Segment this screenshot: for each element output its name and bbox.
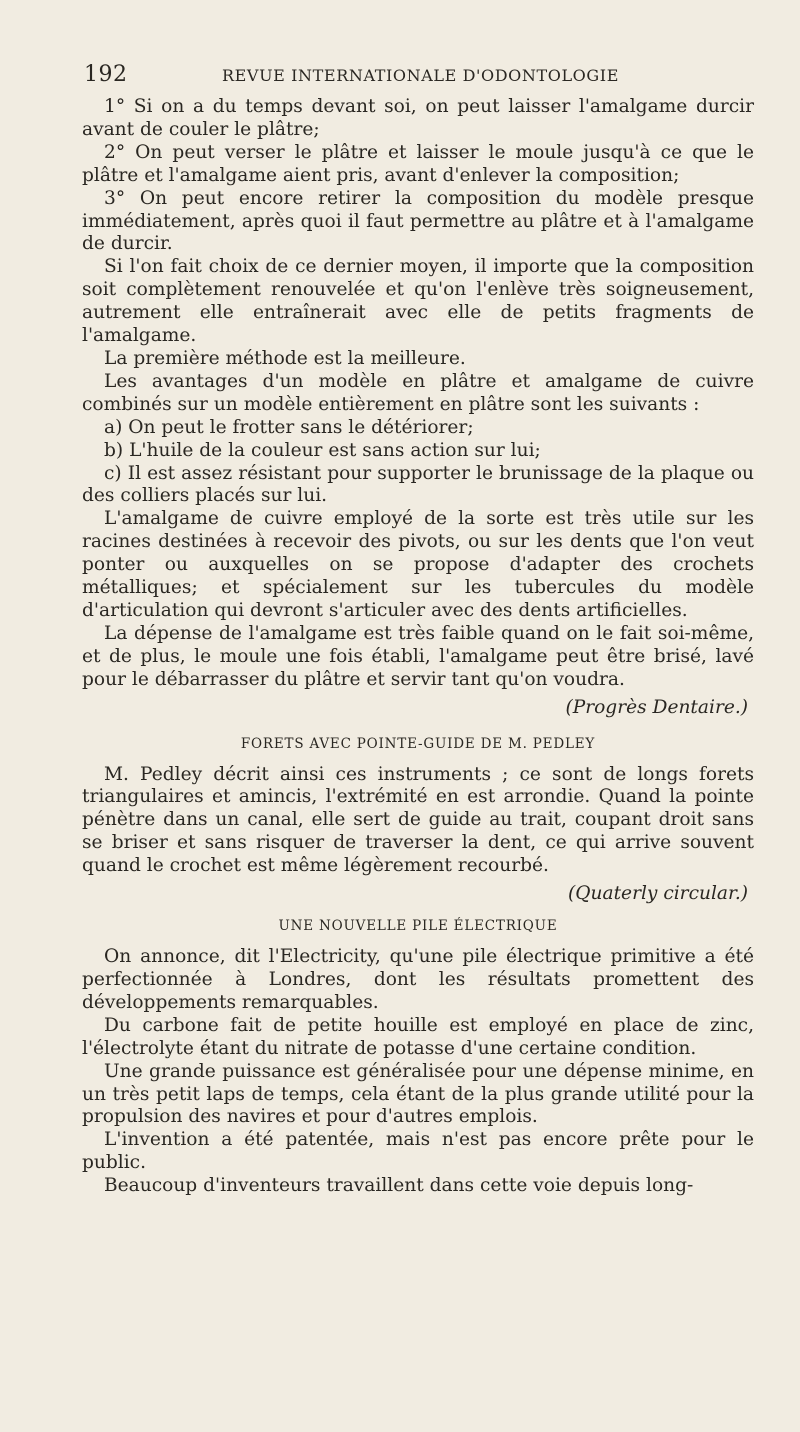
journal-title: REVUE INTERNATIONALE D'ODONTOLOGIE bbox=[222, 66, 619, 85]
paragraph: 3° On peut encore retirer la composition du modèle presque immédiatement, après quoi il faut permettre au plâtre et à l'amalgame de durcir. bbox=[82, 187, 754, 255]
paragraph: 2° On peut verser le plâtre et laisser le moule jusqu'à ce que le plâtre et l'amalgame aient pris, avant d'enlever la composition; bbox=[82, 141, 754, 186]
list-item: c) Il est assez résistant pour supporter le brunissage de la plaque ou des colliers placés sur lui. bbox=[82, 462, 754, 507]
section-heading: UNE NOUVELLE PILE ÉLECTRIQUE bbox=[278, 918, 558, 935]
article-amalgame bbox=[82, 96, 754, 692]
source-citation: (Quaterly circular.) bbox=[568, 883, 748, 905]
paragraph: L'amalgame de cuivre employé de la sorte est très utile sur les racines destinées à recevoir des pivots, ou sur les dents que l'on veut ponter ou auxquelles on se propose d'adapter des crochets métalliques; et spécialement sur les tubercules du modèle d'articulation qui devront s'articuler avec des dents artificielles. bbox=[82, 508, 754, 621]
paragraph: Une grande puissance est généralisée pour une dépense minime, en un très petit laps de temps, cela étant de la plus grande utilité pour la propulsion des navires et pour d'autres emplois. bbox=[82, 1060, 754, 1128]
paragraph: Beaucoup d'inventeurs travaillent dans cette voie depuis long- bbox=[104, 1175, 694, 1197]
paragraph: On annonce, dit l'Electricity, qu'une pile électrique primitive a été perfectionnée à Londres, dont les résultats promettent des développements remarquables. bbox=[82, 946, 754, 1013]
section-heading: FORETS AVEC POINTE-GUIDE DE M. PEDLEY bbox=[240, 735, 596, 752]
paragraph: La première méthode est la meilleure. bbox=[104, 347, 466, 369]
paragraph: Du carbone fait de petite houille est employé en place de zinc, l'électrolyte étant du nitrate de potasse d'une certaine condition. bbox=[82, 1014, 754, 1059]
list-item: a) On peut le frotter sans le détériorer; bbox=[104, 416, 474, 438]
list-item: b) L'huile de la couleur est sans action sur lui; bbox=[104, 439, 541, 461]
paragraph: Si l'on fait choix de ce dernier moyen, il importe que la composition soit complètement renouvelée et qu'on l'enlève très soigneusement, autrement elle entraînerait avec elle de petits fragments de l'amalgame. bbox=[82, 256, 754, 347]
paragraph: La dépense de l'amalgame est très faible quand on le fait soi-même, et de plus, le moule une fois établi, l'amalgame peut être brisé, lavé pour le débarrasser du plâtre et servir tant qu'on voudra. bbox=[82, 622, 754, 690]
paragraph: Les avantages d'un modèle en plâtre et amalgame de cuivre combinés sur un modèle entièrement en plâtre sont les suivants : bbox=[82, 370, 754, 415]
article-pile-electrique bbox=[82, 946, 754, 1198]
paragraph: M. Pedley décrit ainsi ces instruments ; ce sont de longs forets triangulaires et amincis, l'extrémité en est arrondie. Quand la pointe pénètre dans un canal, elle sert de guide au trait, coupant droit sans se briser et sans risquer de traverser la dent, ce qui arrive souvent quand le crochet est même légèrement recourbé. bbox=[82, 763, 754, 877]
running-head bbox=[82, 60, 754, 96]
source-citation: (Progrès Dentaire.) bbox=[565, 696, 748, 718]
page-number: 192 bbox=[84, 62, 128, 87]
paragraph: 1° Si on a du temps devant soi, on peut laisser l'amalgame durcir avant de couler le plâtre; bbox=[82, 96, 754, 140]
paragraph: L'invention a été patentée, mais n'est pas encore prête pour le public. bbox=[82, 1129, 754, 1174]
article-forets bbox=[82, 764, 754, 879]
